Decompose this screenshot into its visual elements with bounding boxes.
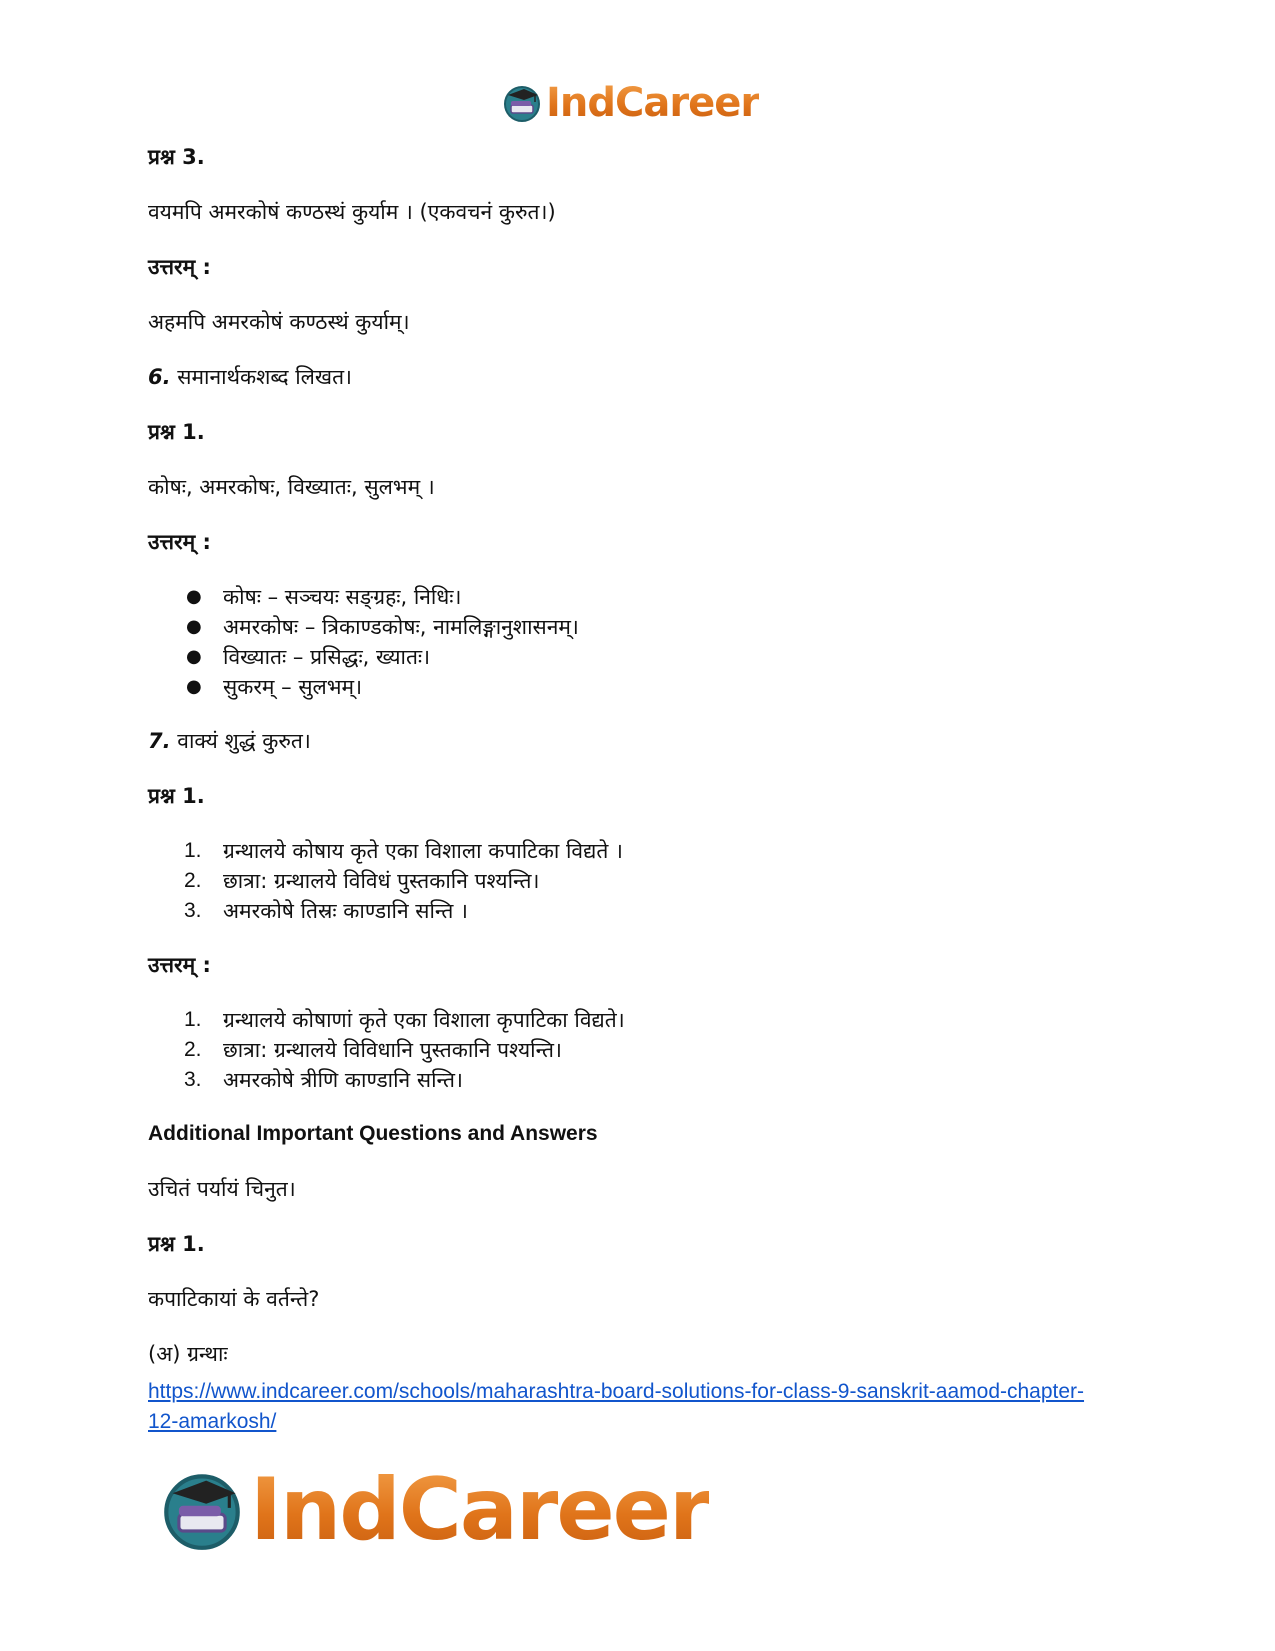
question-text: कोषः, अमरकोषः, विख्यातः, सुलभम् । — [148, 475, 435, 499]
page-content — [148, 142, 1138, 1437]
question-label: प्रश्न 1. — [148, 784, 205, 808]
list-item: 3. अमरकोषे तिस्रः काण्डानि सन्ति । — [184, 899, 468, 923]
brand-name: IndCareer — [546, 80, 760, 126]
list-item: 1. ग्रन्थालये कोषाणां कृते एका विशाला कृपाटिका विद्यते। — [184, 1008, 625, 1032]
answer-label: उत्तरम् : — [148, 953, 211, 977]
section-heading-6: 6. समानार्थकशब्द लिखत। — [148, 365, 352, 389]
question-label: प्रश्न 1. — [148, 420, 205, 444]
list-item: ● विख्यातः – प्रसिद्धः, ख्यातः। — [148, 642, 1138, 672]
question-list — [148, 836, 1138, 926]
brand-name: IndCareer — [250, 1460, 710, 1560]
question-text: कपाटिकायां के वर्तन्ते? — [148, 1287, 320, 1311]
list-item: 1. ग्रन्थालये कोषाय कृते एका विशाला कपाटिका विद्यते । — [184, 839, 623, 863]
answer-list — [148, 1005, 1138, 1095]
brand-logo-footer — [160, 1462, 709, 1558]
option-a: (अ) ग्रन्थाः — [148, 1342, 228, 1366]
list-item: 2. छात्रा: ग्रन्थालये विविधं पुस्तकानि पश्यन्ति। — [184, 869, 540, 893]
list-item: ● सुकरम् – सुलभम्। — [148, 672, 1138, 702]
question-label: प्रश्न 3. — [148, 145, 205, 169]
section-heading-7: 7. वाक्यं शुद्धं कुरुत। — [148, 729, 311, 753]
question-label: प्रश्न 1. — [148, 1232, 205, 1256]
graduation-globe-icon — [502, 83, 542, 123]
answer-label: उत्तरम् : — [148, 255, 211, 279]
answer-text: अहमपि अमरकोषं कण्ठस्थं कुर्याम्। — [148, 310, 410, 334]
additional-questions-heading: Additional Important Questions and Answers — [148, 1122, 598, 1145]
instruction-text: उचितं पर्यायं चिनुत। — [148, 1177, 296, 1201]
synonym-list — [148, 582, 1138, 702]
bullet-icon: ● — [186, 676, 202, 697]
list-item: 2. छात्रा: ग्रन्थालये विविधानि पुस्तकानि पश्यन्ति। — [184, 1038, 562, 1062]
source-url-link[interactable]: https://www.indcareer.com/schools/maharashtra-board-solutions-for-class-9-sanskrit-aamod-chapter-12-amarkosh/ — [148, 1380, 1085, 1433]
bullet-icon: ● — [186, 616, 202, 637]
brand-logo-header — [502, 80, 759, 126]
question-text: वयमपि अमरकोषं कण्ठस्थं कुर्याम । (एकवचनं कुरुत।) — [148, 200, 556, 224]
list-item: 3. अमरकोषे त्रीणि काण्डानि सन्ति। — [184, 1068, 463, 1092]
bullet-icon: ● — [186, 586, 202, 607]
bullet-icon: ● — [186, 646, 202, 667]
graduation-globe-icon — [160, 1468, 244, 1552]
answer-label: उत्तरम् : — [148, 530, 211, 554]
list-item: ● कोषः – सञ्चयः सङ्ग्रहः, निधिः। — [148, 582, 1138, 612]
list-item: ● अमरकोषः – त्रिकाण्डकोषः, नामलिङ्गानुशासनम्। — [148, 612, 1138, 642]
